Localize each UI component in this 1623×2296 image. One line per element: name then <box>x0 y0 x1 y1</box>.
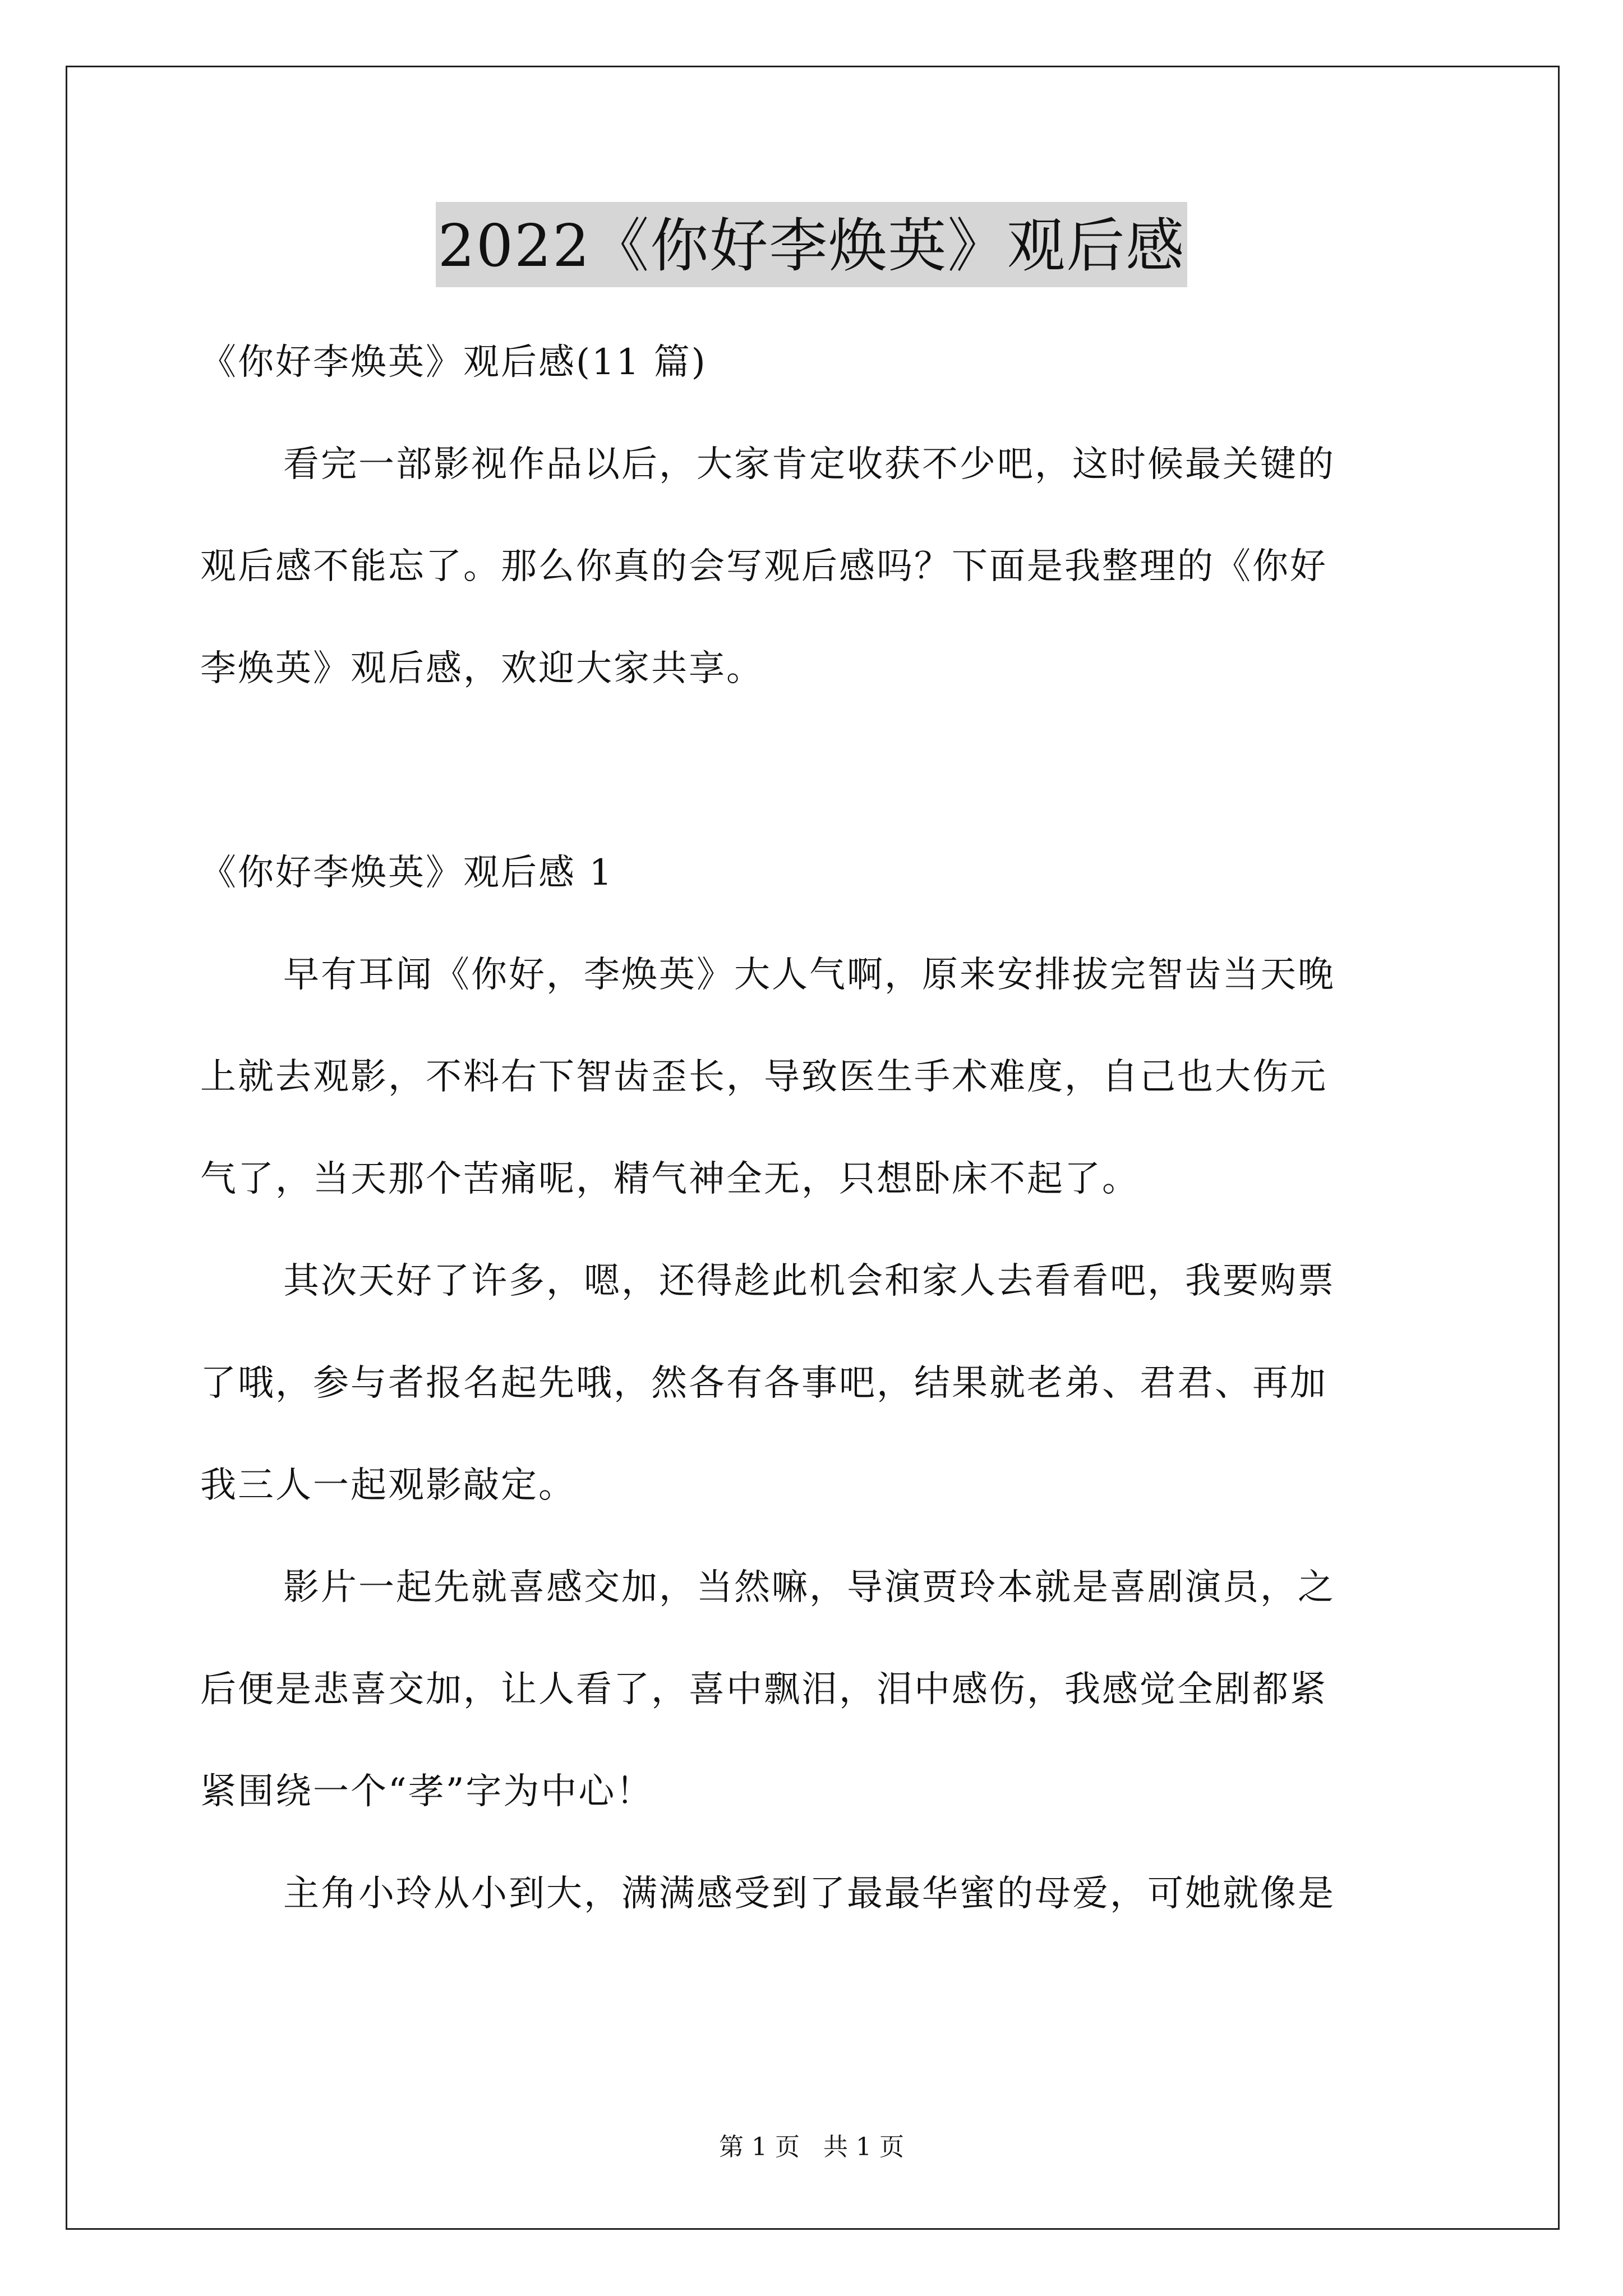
paragraph-spacer <box>200 720 1428 822</box>
text-line: 早有耳闻《你好，李焕英》大人气啊，原来安排拔完智齿当天晚 <box>283 954 1335 996</box>
document-title: 2022《你好李焕英》观后感 <box>436 202 1188 287</box>
paragraph <box>200 1230 1428 1536</box>
document-subtitle: 《你好李焕英》观后感(11 篇) <box>200 342 707 383</box>
text-line: 后便是悲喜交加，让人看了，喜中飘泪，泪中感伤，我感觉全剧都紧 <box>200 1669 1327 1710</box>
text-line: 紧围绕一个“孝”字为中心！ <box>200 1771 654 1812</box>
intro-paragraph <box>200 413 1428 720</box>
text-line: 看完一部影视作品以后，大家肯定收获不少吧，这时候最关键的 <box>283 444 1335 485</box>
text-line: 李焕英》观后感，欢迎大家共享。 <box>200 648 764 689</box>
paragraph <box>200 1536 1428 1843</box>
text-line: 气了，当天那个苦痛呢，精气神全无，只想卧床不起了。 <box>200 1158 1140 1200</box>
document-body <box>200 311 1428 1945</box>
text-line: 影片一起先就喜感交加，当然嘛，导演贾玲本就是喜剧演员，之 <box>283 1567 1335 1608</box>
page-footer: 第 1 页 共 1 页 <box>719 2133 904 2161</box>
text-line: 其次天好了许多，嗯，还得趁此机会和家人去看看吧，我要购票 <box>283 1260 1335 1302</box>
paragraph <box>200 924 1428 1230</box>
title-container <box>0 202 1623 287</box>
text-line: 我三人一起观影敲定。 <box>200 1465 576 1506</box>
section-heading: 《你好李焕英》观后感 1 <box>200 852 614 894</box>
text-line: 了哦，参与者报名起先哦，然各有各事吧，结果就老弟、君君、再加 <box>200 1363 1327 1404</box>
text-line: 观后感不能忘了。那么你真的会写观后感吗？下面是我整理的《你好 <box>200 546 1327 587</box>
text-line: 主角小玲从小到大，满满感受到了最最华蜜的母爱，可她就像是 <box>283 1873 1335 1915</box>
paragraph <box>200 1843 1428 1945</box>
text-line: 上就去观影，不料右下智齿歪长，导致医生手术难度，自己也大伤元 <box>200 1056 1327 1098</box>
